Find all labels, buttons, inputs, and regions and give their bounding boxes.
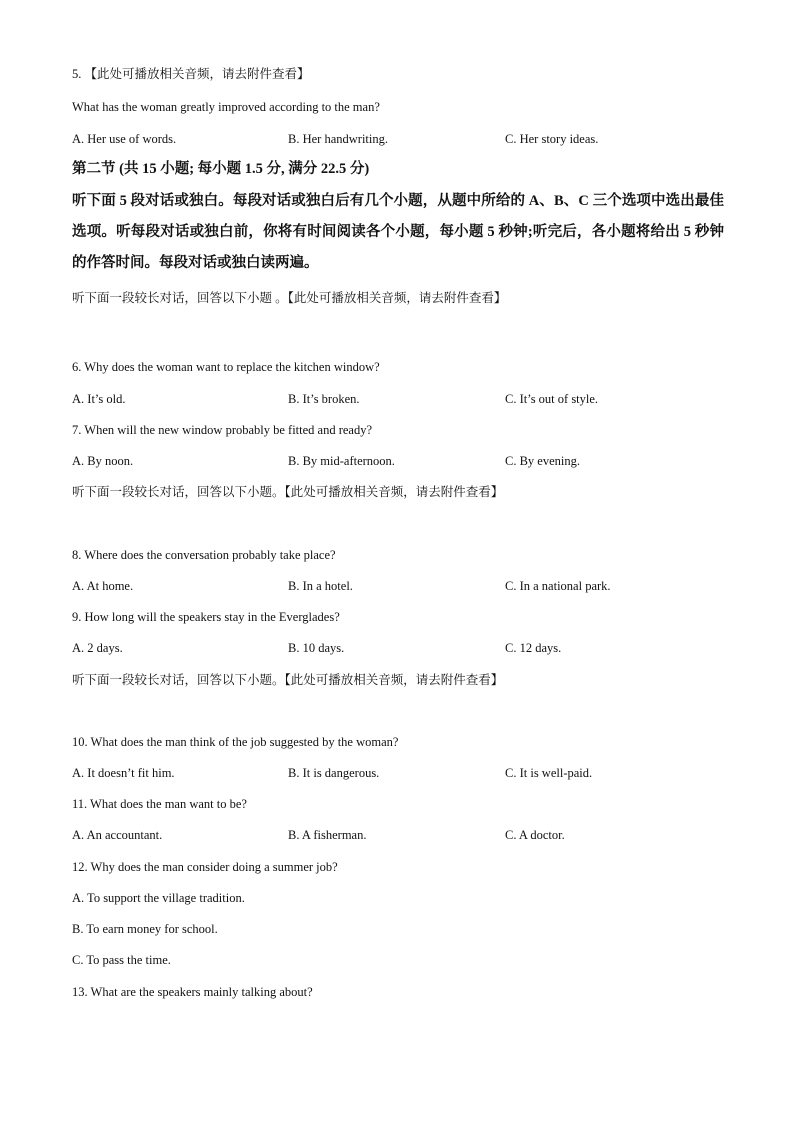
q11-question: 11. What does the man want to be? xyxy=(72,797,247,811)
option-c: C. It is well-paid. xyxy=(505,766,593,780)
option-a: A. By noon. xyxy=(72,454,134,468)
option-a: A. Her use of words. xyxy=(72,132,177,146)
option-a: A. An accountant. xyxy=(72,828,163,842)
option-b: B. Her handwriting. xyxy=(288,132,388,146)
option-a: A. 2 days. xyxy=(72,641,123,655)
q5-question: What has the woman greatly improved according to the man? xyxy=(72,100,380,114)
q9-question: 9. How long will the speakers stay in the Everglades? xyxy=(72,610,340,624)
q8-question: 8. Where does the conversation probably take place? xyxy=(72,548,336,562)
option-c: C. Her story ideas. xyxy=(505,132,599,146)
option-a: A. It’s old. xyxy=(72,392,126,406)
q12-option-b: B. To earn money for school. xyxy=(72,922,218,936)
q7-question: 7. When will the new window probably be fitted and ready? xyxy=(72,423,373,437)
option-a: A. It doesn’t fit him. xyxy=(72,766,175,780)
q8-options xyxy=(72,578,752,594)
dialog-3-prompt: 听下面一段较长对话，回答以下小题。【此处可播放相关音频，请去附件查看】 xyxy=(72,673,504,687)
dialog-1-prompt: 听下面一段较长对话，回答以下小题 。【此处可播放相关音频，请去附件查看】 xyxy=(72,291,507,305)
dialog-2-prompt: 听下面一段较长对话，回答以下小题。【此处可播放相关音频，请去附件查看】 xyxy=(72,485,504,499)
option-b: B. A fisherman. xyxy=(288,828,367,842)
option-b: B. In a hotel. xyxy=(288,579,353,593)
q7-options xyxy=(72,453,752,469)
q10-options xyxy=(72,765,752,781)
option-c: C. It’s out of style. xyxy=(505,392,599,406)
option-b: B. It’s broken. xyxy=(288,392,360,406)
option-b: B. 10 days. xyxy=(288,641,345,655)
q6-question: 6. Why does the woman want to replace the kitchen window? xyxy=(72,360,380,374)
q12-option-a: A. To support the village tradition. xyxy=(72,891,245,905)
section2-instruction: 听下面 5 段对话或独白。每段对话或独白后有几个小题，从题中所给的 A、B、C 三个选项中选出最佳选项。听每段对话或独白前，你将有时间阅读各个小题，每小题 5 秒钟;听完后，各小题将给出 5 秒钟的作答时间。每段对话或独白读两遍。 xyxy=(72,193,724,271)
option-b: B. It is dangerous. xyxy=(288,766,380,780)
q10-question: 10. What does the man think of the job suggested by the woman? xyxy=(72,735,399,749)
q12-option-c: C. To pass the time. xyxy=(72,953,171,967)
q9-options xyxy=(72,640,752,656)
q5-head: 5. 【此处可播放相关音频，请去附件查看】 xyxy=(72,67,310,81)
section2-heading: 第二节 (共 15 小题; 每小题 1.5 分, 满分 22.5 分) xyxy=(72,161,370,177)
option-a: A. At home. xyxy=(72,579,134,593)
q11-options xyxy=(72,827,752,843)
q12-question: 12. Why does the man consider doing a summer job? xyxy=(72,860,338,874)
q6-options xyxy=(72,391,752,407)
option-c: C. In a national park. xyxy=(505,579,611,593)
q13-question: 13. What are the speakers mainly talking about? xyxy=(72,985,313,999)
option-c: C. By evening. xyxy=(505,454,580,468)
option-b: B. By mid-afternoon. xyxy=(288,454,395,468)
option-c: C. 12 days. xyxy=(505,641,562,655)
option-c: C. A doctor. xyxy=(505,828,565,842)
q5-options xyxy=(72,131,752,147)
